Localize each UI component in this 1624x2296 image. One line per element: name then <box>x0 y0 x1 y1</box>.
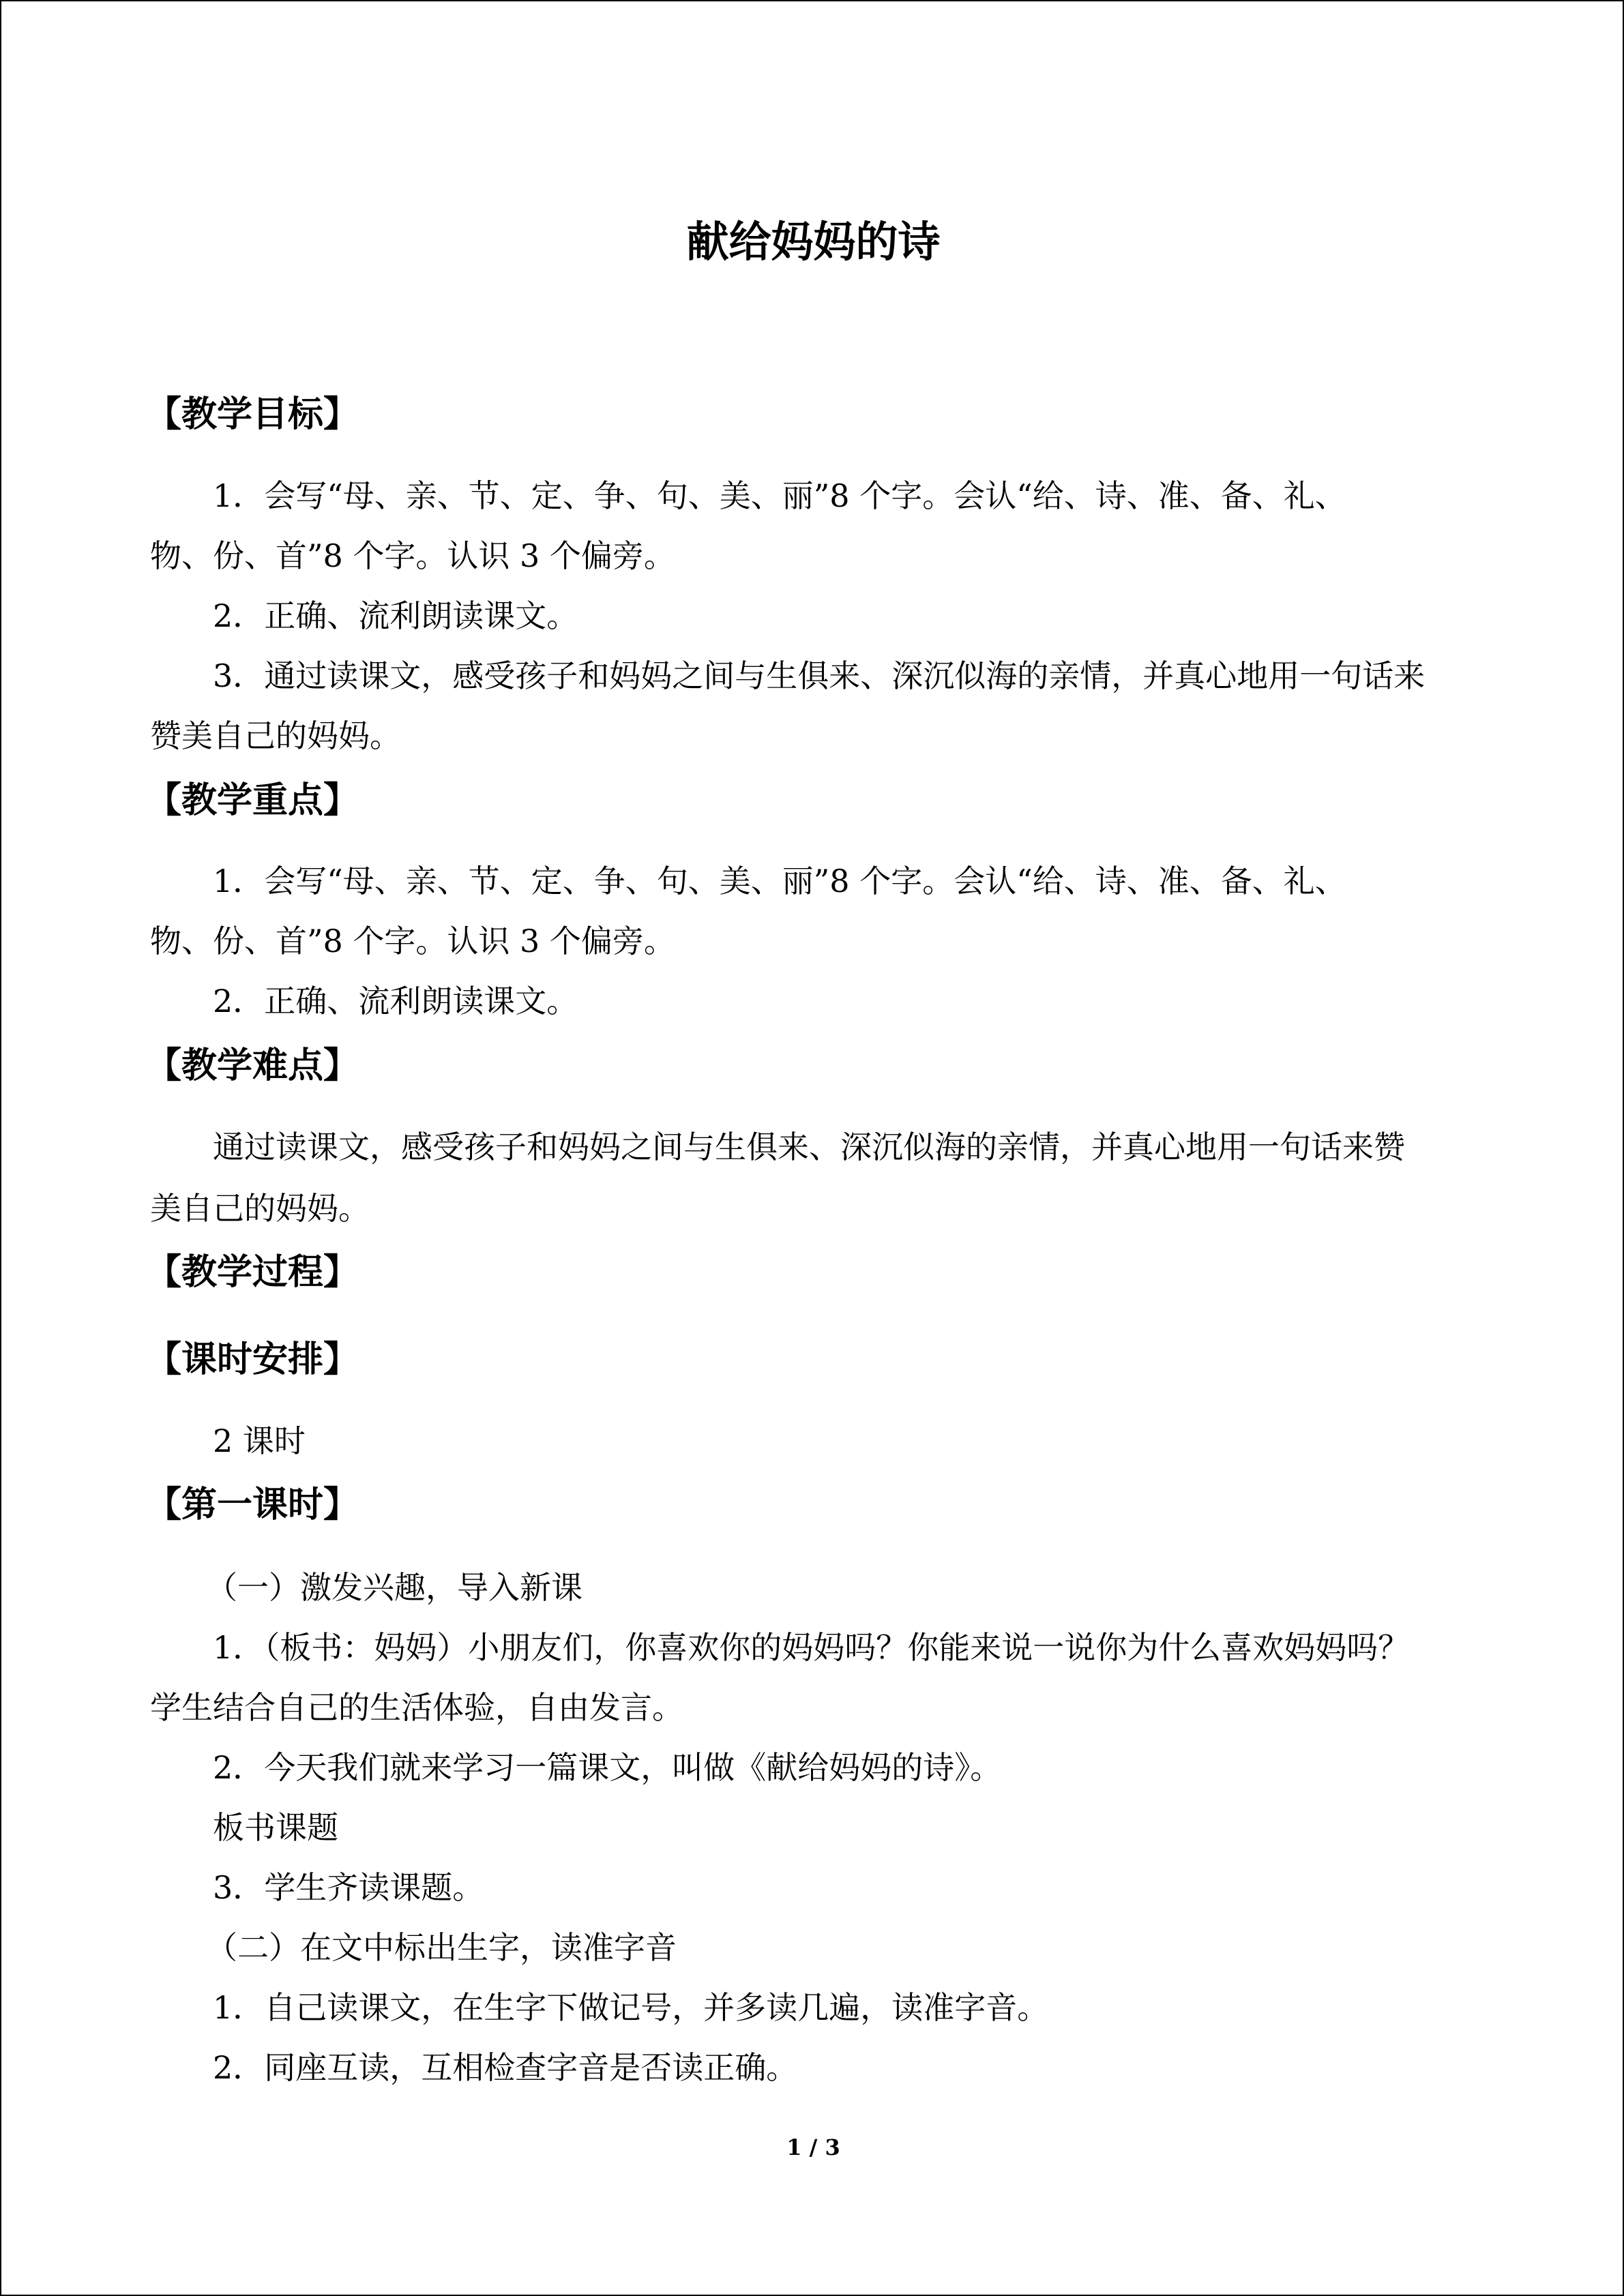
first-lesson-line-6: 3．学生齐读课题。 <box>213 1869 484 1906</box>
first-lesson-line-3: 学生结合自己的生活体验，自由发言。 <box>150 1689 683 1726</box>
heading-teaching-process: 【教学过程】 <box>146 1252 359 1293</box>
heading-lesson-schedule: 【课时安排】 <box>146 1339 359 1380</box>
objectives-line-4: 3．通过读课文，感受孩子和妈妈之间与生俱来、深沉似海的亲情，并真心地用一句话来 <box>213 657 1426 694</box>
objectives-line-1: 1．会写“母、亲、节、定、争、句、美、丽”8 个字。会认“给、诗、准、备、礼、 <box>213 477 1346 514</box>
heading-key-points: 【教学重点】 <box>146 780 359 821</box>
first-lesson-line-8: 1．自己读课文，在生字下做记号，并多读几遍，读准字音。 <box>213 1989 1049 2026</box>
objectives-line-3: 2．正确、流利朗读课文。 <box>213 597 578 634</box>
page-title: 献给妈妈的诗 <box>686 217 941 267</box>
first-lesson-line-2: 1．（板书：妈妈）小朋友们，你喜欢你的妈妈吗？你能来说一说你为什么喜欢妈妈吗？ <box>213 1629 1410 1666</box>
first-lesson-line-4: 2．今天我们就来学习一篇课文，叫做《献给妈妈的诗》。 <box>213 1749 1002 1786</box>
key-points-line-3: 2．正确、流利朗读课文。 <box>213 983 578 1019</box>
objectives-line-5: 赞美自己的妈妈。 <box>150 717 401 754</box>
first-lesson-line-7: （二）在文中标出生字，读准字音 <box>206 1929 677 1966</box>
page-number: 1 / 3 <box>786 2134 840 2160</box>
heading-difficulties: 【教学难点】 <box>146 1045 359 1086</box>
first-lesson-line-9: 2．同座互读，互相检查字音是否读正确。 <box>213 2049 798 2086</box>
key-points-line-2: 物、份、首”8 个字。认识 3 个偏旁。 <box>150 923 675 959</box>
first-lesson-line-5: 板书课题 <box>213 1809 338 1846</box>
heading-teaching-objectives: 【教学目标】 <box>146 394 359 435</box>
difficulties-line-1: 通过读课文，感受孩子和妈妈之间与生俱来、深沉似海的亲情，并真心地用一句话来赞 <box>213 1129 1405 1165</box>
difficulties-line-2: 美自己的妈妈。 <box>150 1190 370 1227</box>
key-points-line-1: 1．会写“母、亲、节、定、争、句、美、丽”8 个字。会认“给、诗、准、备、礼、 <box>213 863 1346 899</box>
first-lesson-line-1: （一）激发兴趣，导入新课 <box>206 1569 582 1606</box>
schedule-line-1: 2 课时 <box>213 1422 306 1459</box>
objectives-line-2: 物、份、首”8 个字。认识 3 个偏旁。 <box>150 537 675 574</box>
heading-first-lesson: 【第一课时】 <box>146 1485 359 1525</box>
